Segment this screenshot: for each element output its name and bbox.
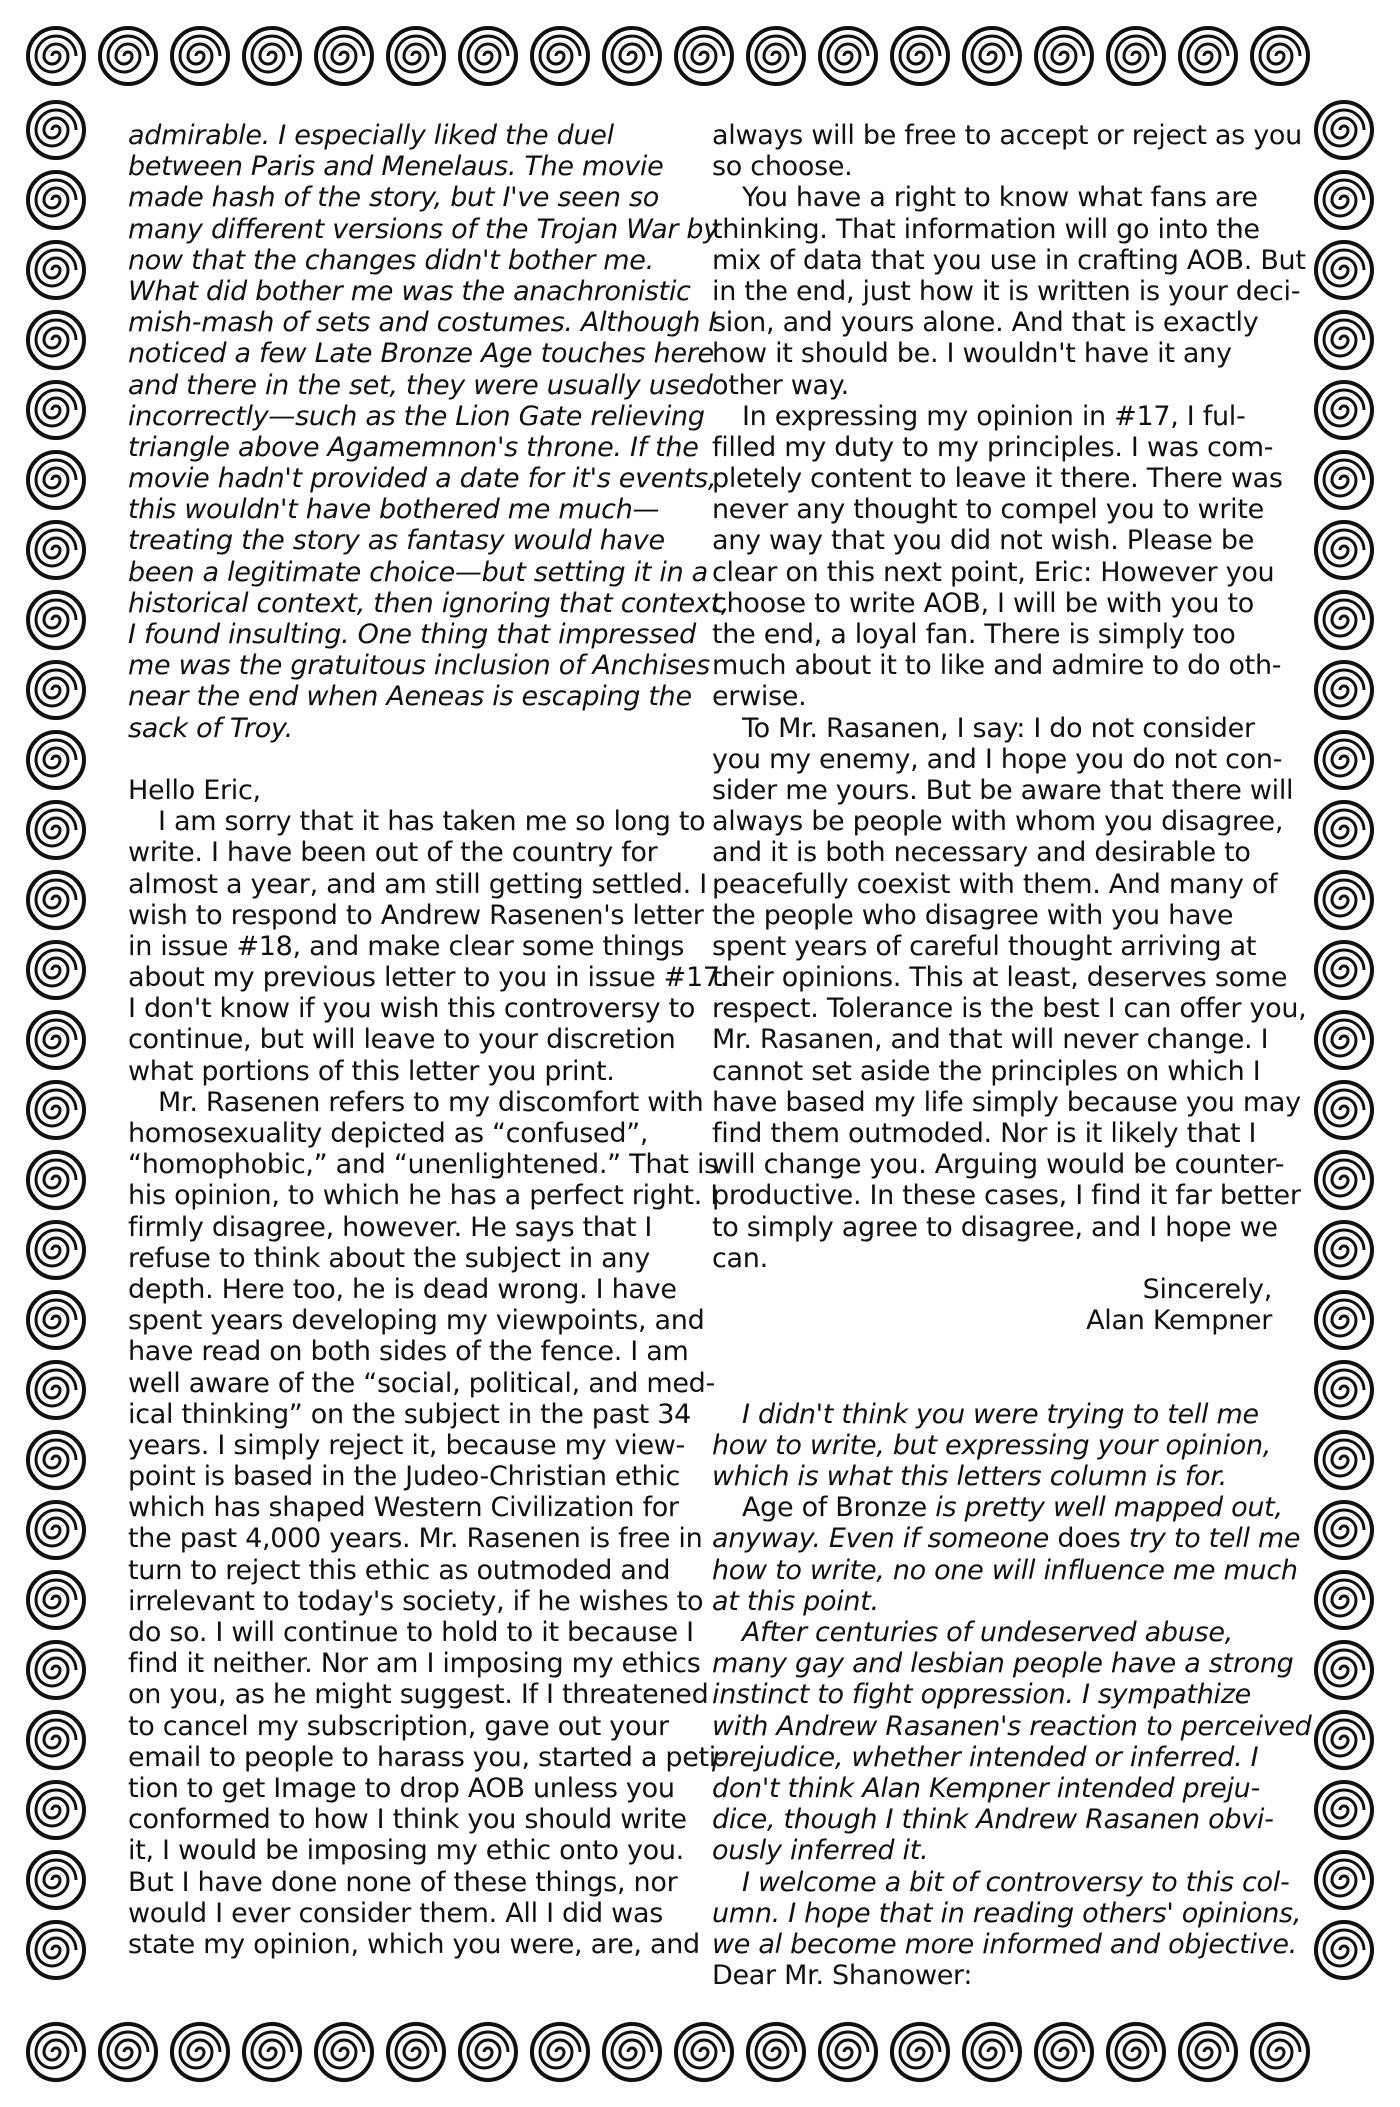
text-line: to cancel my subscription, gave out your (128, 1710, 669, 1742)
text-line: Mr. Rasenen refers to my discomfort with (158, 1086, 704, 1118)
text-line: me was the gratuitous inclusion of Anchises (128, 650, 710, 682)
spiral-ornament (1316, 1922, 1372, 1978)
text-line: between Paris and Menelaus. The movie (128, 151, 664, 183)
text-line: homosexuality depicted as “confused”, (128, 1118, 649, 1149)
spiral-ornament (244, 28, 300, 84)
spiral-ornament (1316, 732, 1372, 788)
spiral-ornament (1108, 2024, 1164, 2080)
text-line: the people who disagree with you have (712, 899, 1234, 931)
spiral-ornament (748, 2024, 804, 2080)
text-line: irrelevant to today's society, if he wishes to (128, 1585, 704, 1617)
text-line: What did bother me was the anachronistic (128, 275, 691, 307)
text-line: many gay and lesbian people have a strong (712, 1648, 1294, 1680)
text-line: how to write, but expressing your opinion, (712, 1429, 1272, 1461)
spiral-ornament (172, 28, 228, 84)
text-line: cannot set aside the principles on which I (712, 1055, 1261, 1087)
border-right (1316, 102, 1372, 1978)
text-line: any way that you did not wish. Please be (712, 525, 1255, 557)
text-line: almost a year, and am still getting settled. I (128, 868, 707, 900)
text-line: how to write, no one will influence me much (712, 1554, 1298, 1586)
spiral-ornament (28, 452, 84, 508)
text-line: we al become more informed and objective. (712, 1928, 1297, 1960)
left-column (128, 120, 730, 1960)
spiral-ornament (1180, 2024, 1236, 2080)
spiral-ornament (676, 28, 732, 84)
spiral-ornament (532, 2024, 588, 2080)
spiral-ornament (28, 1082, 84, 1138)
spiral-ornament (1252, 28, 1308, 84)
text-line: their opinions. This at least, deserves some (712, 962, 1288, 994)
text-line: I didn't think you were trying to tell me (742, 1398, 1259, 1430)
text-line: with Andrew Rasanen's reaction to perceived (712, 1710, 1312, 1742)
text-line: near the end when Aeneas is escaping the (128, 681, 692, 713)
text-line: I don't know if you wish this controversy to (128, 993, 696, 1025)
text-line: tion to get Image to drop AOB unless you (128, 1772, 675, 1804)
spiral-ornament (460, 28, 516, 84)
spiral-ornament (100, 28, 156, 84)
editor-note-continued (128, 120, 730, 744)
text-line: To Mr. Rasanen, I say: I do not consider (742, 712, 1255, 744)
text-line: umn. I hope that in reading others' opinions, (712, 1897, 1302, 1929)
spiral-ornament (28, 1502, 84, 1558)
text-line: continue, but will leave to your discretion (128, 1024, 676, 1056)
text-line: been a legitimate choice—but setting it in a (128, 556, 708, 588)
spiral-ornament (28, 1782, 84, 1838)
spiral-ornament (964, 28, 1020, 84)
spiral-ornament (28, 942, 84, 998)
spiral-ornament (1316, 1292, 1372, 1348)
text-line: admirable. I especially liked the duel (128, 120, 614, 151)
spiral-ornament (28, 1712, 84, 1768)
spiral-ornament (892, 2024, 948, 2080)
text-line: so choose. (712, 151, 853, 183)
text-line: made hash of the story, but I've seen so (128, 182, 659, 214)
spiral-ornament (1036, 2024, 1092, 2080)
spiral-ornament (604, 2024, 660, 2080)
text-line: productive. In these cases, I find it far better (712, 1180, 1301, 1212)
spiral-ornament (28, 802, 84, 858)
spiral-ornament (1316, 522, 1372, 578)
text-line: I am sorry that it has taken me so long to (158, 806, 706, 838)
text-line: his opinion, to which he has a perfect right. I (128, 1180, 718, 1212)
text-line: never any thought to compel you to write (712, 494, 1264, 526)
spiral-ornament (1316, 382, 1372, 438)
text-line: have read on both sides of the fence. I am (128, 1336, 689, 1368)
text-line: have based my life simply because you may (712, 1086, 1301, 1118)
spiral-ornament (28, 1432, 84, 1488)
greeting: Hello Eric, (128, 774, 261, 806)
spiral-ornament (820, 2024, 876, 2080)
text-line: always will be free to accept or reject as you (712, 120, 1302, 151)
spiral-ornament (820, 28, 876, 84)
spiral-ornament (1316, 172, 1372, 228)
text-line: incorrectly—such as the Lion Gate relieving (128, 400, 705, 432)
text-line: and there in the set, they were usually used (128, 369, 713, 401)
text-line: about my previous letter to you in issue #17. (128, 962, 729, 994)
spiral-ornament (28, 28, 84, 84)
text-line: write. I have been out of the country for (128, 837, 658, 869)
reply-p2-second-line: anyway. Even if someone does try to tell me (712, 1523, 1301, 1555)
text-line: spent years developing my viewpoints, and (128, 1305, 705, 1337)
spiral-ornament (28, 1852, 84, 1908)
text-line: spent years of careful thought arriving at (712, 930, 1257, 962)
text-line: would I ever consider them. All I did was (128, 1897, 663, 1929)
text-line: triangle above Agamemnon's throne. If the (128, 431, 699, 463)
text-line: this wouldn't have bothered me much— (128, 494, 660, 526)
spiral-ornament (1316, 802, 1372, 858)
spiral-ornament (28, 1572, 84, 1628)
text-line: choose to write AOB, I will be with you to (712, 587, 1254, 619)
closing: Sincerely, (1142, 1273, 1272, 1305)
text-line: You have a right to know what fans are (742, 182, 1258, 214)
spiral-ornament (1316, 1012, 1372, 1068)
text-line: wish to respond to Andrew Rasenen's letter (128, 899, 704, 931)
spiral-ornament (1316, 1152, 1372, 1208)
text-line: don't think Alan Kempner intended preju- (712, 1772, 1260, 1804)
text-line: ously inferred it. (712, 1835, 929, 1867)
spiral-ornament (1316, 1642, 1372, 1698)
text-line: firmly disagree, however. He says that I (128, 1211, 653, 1243)
text-line: mix of data that you use in crafting AOB. But (712, 244, 1306, 276)
text-line: much about it to like and admire to do oth- (712, 650, 1282, 682)
spiral-ornament (1316, 1432, 1372, 1488)
text-line: After centuries of undeserved abuse, (742, 1617, 1233, 1648)
signature: Alan Kempner (1086, 1305, 1272, 1337)
text-line: thinking. That information will go into the (712, 213, 1260, 245)
editor-reply (712, 1398, 1312, 1960)
spiral-ornament (28, 1292, 84, 1348)
spiral-ornament (1316, 312, 1372, 368)
text-line: point is based in the Judeo-Christian ethic (128, 1461, 681, 1493)
text-line: ical thinking” on the subject in the past 34 (128, 1398, 691, 1430)
text-line: which is what this letters column is for. (712, 1461, 1227, 1493)
spiral-ornament (1316, 942, 1372, 998)
spiral-ornament (1316, 1502, 1372, 1558)
text-line: I welcome a bit of controversy to this col- (742, 1866, 1290, 1898)
text-line: in issue #18, and make clear some things (128, 930, 685, 962)
text-line: erwise. (712, 681, 807, 713)
spiral-ornament (1316, 242, 1372, 298)
text-line: refuse to think about the subject in any (128, 1242, 650, 1274)
border-bottom (28, 2024, 1308, 2080)
spiral-ornament (1316, 1082, 1372, 1138)
spiral-ornament (676, 2024, 732, 2080)
letter-body-right (712, 120, 1307, 1274)
text-line: many different versions of the Trojan War by (128, 213, 719, 245)
text-line: depth. Here too, he is dead wrong. I have (128, 1273, 677, 1305)
spiral-ornament (28, 872, 84, 928)
text-line: sack of Troy. (128, 712, 293, 744)
spiral-ornament (28, 592, 84, 648)
text-line: always be people with whom you disagree, (712, 806, 1284, 838)
text-line: the end, a loyal fan. There is simply too (712, 619, 1236, 650)
text-line: at this point. (712, 1585, 879, 1617)
text-line: the past 4,000 years. Mr. Rasenen is free in (128, 1523, 703, 1555)
text-line: peacefully coexist with them. And many of (712, 868, 1278, 900)
text-line: instinct to fight oppression. I sympathize (712, 1679, 1251, 1711)
spiral-ornament (748, 28, 804, 84)
text-line: pletely content to leave it there. There was (712, 463, 1283, 495)
spiral-ornament (28, 1152, 84, 1208)
spiral-ornament (1252, 2024, 1308, 2080)
spiral-ornament (28, 382, 84, 438)
text-line: movie hadn't provided a date for it's events, (128, 463, 717, 495)
text-line: historical context, then ignoring that context, (128, 587, 730, 619)
spiral-ornament (172, 2024, 228, 2080)
spiral-ornament (28, 312, 84, 368)
text-line: it, I would be imposing my ethic onto you. (128, 1835, 684, 1867)
text-line: can. (712, 1242, 768, 1274)
text-line: filled my duty to my principles. I was com- (712, 431, 1274, 463)
spiral-ornament (1316, 1712, 1372, 1768)
text-line: find it neither. Nor am I imposing my ethics (128, 1648, 701, 1680)
spiral-ornament (1036, 28, 1092, 84)
spiral-ornament (28, 1012, 84, 1068)
spiral-ornament (460, 2024, 516, 2080)
reply-p2-first-line: Age of Bronze is pretty well mapped out, (742, 1492, 1283, 1524)
spiral-ornament (316, 2024, 372, 2080)
spiral-ornament (1316, 1222, 1372, 1278)
spiral-ornament (1108, 28, 1164, 84)
text-line: treating the story as fantasy would have (128, 525, 665, 557)
spiral-ornament (28, 172, 84, 228)
spiral-ornament (244, 2024, 300, 2080)
spiral-ornament (1316, 1572, 1372, 1628)
spiral-ornament (28, 1642, 84, 1698)
text-line: turn to reject this ethic as outmoded and (128, 1554, 671, 1586)
right-column (712, 120, 1312, 1992)
spiral-ornament (28, 1922, 84, 1978)
spiral-ornament (1180, 28, 1236, 84)
spiral-ornament (964, 2024, 1020, 2080)
text-line: “homophobic,” and “unenlightened.” That is (128, 1149, 718, 1181)
text-line: on you, as he might suggest. If I threatened (128, 1679, 709, 1711)
text-line: and it is both necessary and desirable to (712, 837, 1251, 869)
text-line: how it should be. I wouldn't have it any (712, 338, 1232, 370)
text-line: respect. Tolerance is the best I can offer you, (712, 993, 1307, 1025)
text-line: to simply agree to disagree, and I hope we (712, 1211, 1278, 1243)
spiral-ornament (1316, 592, 1372, 648)
text-line: other way. (712, 369, 849, 401)
text-line: But I have done none of these things, nor (128, 1866, 678, 1898)
spiral-ornament (1316, 102, 1372, 158)
spiral-ornament (388, 2024, 444, 2080)
spiral-ornament (100, 2024, 156, 2080)
text-line: In expressing my opinion in #17, I ful- (742, 400, 1246, 432)
border-left (28, 102, 84, 1978)
spiral-ornament (892, 28, 948, 84)
spiral-ornament (1316, 1852, 1372, 1908)
spiral-ornament (28, 2024, 84, 2080)
text-line: you my enemy, and I hope you do not con- (712, 743, 1283, 775)
spiral-ornament (28, 1362, 84, 1418)
text-line: in the end, just how it is written is your deci- (712, 275, 1301, 307)
spiral-ornament (28, 522, 84, 578)
spiral-ornament (532, 28, 588, 84)
text-line: which has shaped Western Civilization for (128, 1492, 679, 1524)
text-line: will change you. Arguing would be counter- (712, 1149, 1285, 1181)
text-line: well aware of the “social, political, and med- (128, 1367, 715, 1399)
spiral-ornament (1316, 1782, 1372, 1838)
text-line: noticed a few Late Bronze Age touches here (128, 338, 714, 370)
spiral-ornament (28, 662, 84, 718)
text-line: do so. I will continue to hold to it because I (128, 1617, 694, 1648)
text-line: clear on this next point, Eric: However you (712, 556, 1275, 588)
spiral-ornament (28, 102, 84, 158)
spiral-ornament (1316, 662, 1372, 718)
spiral-ornament (28, 242, 84, 298)
text-line: sider me yours. But be aware that there will (712, 774, 1294, 806)
spiral-ornament (1316, 872, 1372, 928)
text-line: what portions of this letter you print. (128, 1055, 615, 1087)
text-line: state my opinion, which you were, are, and (128, 1928, 700, 1960)
text-line: find them outmoded. Nor is it likely that I (712, 1118, 1257, 1149)
text-line: conformed to how I think you should write (128, 1804, 687, 1836)
text-line: prejudice, whether intended or inferred. I (712, 1741, 1259, 1773)
border-top (28, 28, 1308, 84)
text-line: dice, though I think Andrew Rasanen obvi- (712, 1804, 1274, 1836)
spiral-ornament (1316, 1362, 1372, 1418)
spiral-ornament (28, 732, 84, 788)
spiral-ornament (1316, 452, 1372, 508)
spiral-ornament (28, 1222, 84, 1278)
text-line: I found insulting. One thing that impressed (128, 619, 696, 650)
text-line: now that the changes didn't bother me. (128, 244, 654, 276)
spiral-ornament (388, 28, 444, 84)
spiral-ornament (604, 28, 660, 84)
text-line: Mr. Rasanen, and that will never change. I (712, 1024, 1269, 1056)
text-line: email to people to harass you, started a peti- (128, 1741, 726, 1773)
text-line: mish-mash of sets and costumes. Although I (128, 307, 717, 339)
text-line: sion, and yours alone. And that is exactly (712, 307, 1259, 339)
spiral-ornament (316, 28, 372, 84)
letter-body-left (128, 806, 729, 1960)
book-title: Age of Bronze (742, 1492, 927, 1524)
text-line: years. I simply reject it, because my view- (128, 1429, 685, 1461)
next-letter-salutation: Dear Mr. Shanower: (712, 1960, 973, 1992)
